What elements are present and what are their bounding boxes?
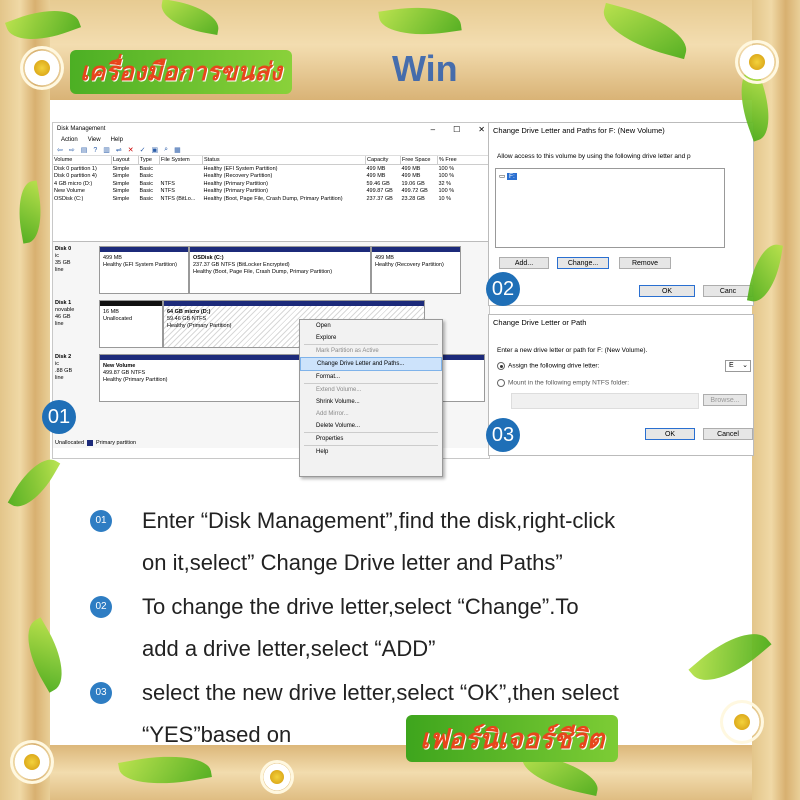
folder-path-input[interactable] [511,393,699,409]
table-row[interactable] [53,173,489,181]
table-cell: 499.87 GB [366,188,393,195]
flower-decoration [720,700,764,744]
disk-type: novable [55,307,75,313]
ok-button[interactable]: OK [645,428,695,440]
disk-name: Disk 1 [55,300,72,306]
disk-status: line [55,321,64,327]
flower-decoration [260,760,294,794]
disk-name: Disk 0 [55,246,72,252]
disk-label [55,246,97,274]
table-cell: Healthy (Primary Partition) [203,188,268,195]
partition-status: Unallocated [103,316,133,322]
table-cell: 499 MB [366,173,386,180]
context-item-add-mirror[interactable]: Add Mirror... [316,411,349,417]
dialog-instruction: Enter a new drive letter or path for F: (New Volume). [497,347,648,354]
table-cell: 4 GB micro (D:) [54,180,93,187]
close-icon[interactable]: ✕ [478,124,485,134]
volume-table-header [53,156,489,165]
bottom-banner: เฟอร์นิเจอร์ชีวิต [406,715,618,762]
table-cell: Basic [139,188,153,195]
context-item-change-drive-letter[interactable]: Change Drive Letter and Paths... [300,357,442,371]
table-row[interactable] [53,180,489,188]
window-title: Disk Management [57,126,106,132]
volume-table [53,156,489,203]
view-icon[interactable]: ▦ [174,147,181,154]
table-row[interactable] [53,165,489,173]
table-row[interactable] [53,188,489,196]
table-cell: 100 % [438,165,455,172]
table-cell: Basic [139,195,153,202]
folder-icon[interactable]: ▣ [151,147,159,154]
table-cell: Simple [112,188,130,195]
partition-status: Healthy (Primary Partition) [103,377,168,383]
disk-label [55,300,97,328]
table-cell: 19.06 GB [401,180,425,187]
column-header[interactable]: Capacity [366,156,401,165]
partition-block[interactable] [189,246,371,294]
menu-bar [53,135,489,145]
forward-icon[interactable]: ⇨ [68,147,75,154]
context-item-mark-active[interactable]: Mark Partition as Active [316,348,379,354]
table-cell: Simple [112,195,130,202]
step-text-line: Enter “Disk Management”,find the disk,right-click [142,508,616,533]
cancel-button[interactable]: Cancel [703,428,753,440]
connect-icon[interactable]: ⇌ [115,147,122,154]
partition-size: 499 MB [375,255,394,261]
column-header[interactable]: Type [139,156,160,165]
step-number-01: 01 [42,400,76,434]
context-item-format[interactable]: Format... [316,374,341,380]
partition-size: 499.87 GB NTFS [103,370,146,376]
step-text-line: on it,select” Change Drive letter and Paths” [142,550,563,575]
table-cell: Basic [139,173,153,180]
partition-size: 59.46 GB NTFS [167,316,207,322]
column-header[interactable]: Status [203,156,366,165]
partition-size: 237.37 GB NTFS (BitLocker Encrypted) [193,262,290,268]
disk-type: ic [55,361,59,367]
menu-help[interactable]: Help [110,137,123,143]
partition-status: Healthy (Boot, Page File, Crash Dump, Primary Partition) [193,269,333,275]
table-row[interactable] [53,195,489,203]
table-cell: 100 % [438,188,455,195]
table-cell: Simple [112,180,130,187]
context-item-delete[interactable]: Delete Volume... [316,423,361,429]
table-cell: Healthy (Boot, Page File, Crash Dump, Primary Partition) [203,195,343,202]
table-cell: Healthy (Recovery Partition) [203,173,273,180]
flower-decoration [735,40,779,84]
radio-mount-label: Mount in the following empty NTFS folder: [508,379,630,387]
partition-block[interactable] [99,246,189,294]
ok-button[interactable]: OK [639,285,695,297]
context-item-explore[interactable]: Explore [316,335,337,341]
column-header[interactable]: % Free [438,156,489,165]
disk-size: 35 GB [55,260,71,266]
table-cell: 499 MB [401,173,421,180]
table-cell: 10 % [438,195,452,202]
context-item-shrink[interactable]: Shrink Volume... [316,399,360,405]
back-icon[interactable]: ⇦ [57,147,63,154]
column-header[interactable]: Free Space [401,156,438,165]
check-icon[interactable]: ✓ [139,147,146,154]
partition-status: Healthy (Recovery Partition) [375,262,444,268]
table-cell: Simple [112,165,130,172]
list-item[interactable] [499,172,517,180]
column-header[interactable]: Layout [112,156,139,165]
dialog-title: Change Drive Letter and Paths for F: (New Volume) [493,126,665,135]
partition-size: 499 MB [103,255,122,261]
table-cell: 499 MB [366,165,386,172]
partition-name: 64 GB micro (D:) [167,309,211,315]
step-badge: 03 [90,682,112,704]
table-cell: 23.28 GB [401,195,425,202]
window-controls [431,125,485,134]
drive-letter-value: E [729,362,734,369]
chevron-down-icon: ⌄ [742,362,748,369]
table-cell: 499 MB [401,165,421,172]
step-text-line: To change the drive letter,select “Change”.To [142,594,579,619]
disk-status: line [55,267,64,273]
table-cell [160,173,203,181]
flower-decoration [20,46,64,90]
disk-size: .88 GB [55,368,73,374]
search-icon[interactable]: ⌕ [164,146,169,153]
step-text-line: select the new drive letter,select “OK”,then select [142,680,619,705]
table-cell: Basic [139,165,153,172]
help-icon[interactable]: ? [93,146,98,154]
content-area [47,100,752,747]
legend-swatch [87,440,93,446]
table-cell: 32 % [438,180,452,187]
remove-button[interactable]: Remove [619,257,671,269]
toolbar [53,145,489,156]
table-cell: 59.46 GB [366,180,390,187]
change-button[interactable]: Change... [557,257,609,269]
disk-size: 46 GB [55,314,71,320]
partition-name: New Volume [103,363,136,369]
dialog-instruction: Allow access to this volume by using the following drive letter and p [497,153,691,160]
radio-assign-label: Assign the following drive letter: [508,362,600,370]
disk-status: line [55,375,64,381]
disk-name: Disk 2 [55,354,72,360]
table-cell: Healthy (EFI System Partition) [203,165,278,172]
partition-status: Healthy (Primary Partition) [167,323,232,329]
table-cell: New Volume [54,188,85,195]
partition-block[interactable] [99,300,163,348]
cancel-button[interactable]: Canc [703,285,753,297]
top-banner: เครื่องมือการขนส่ง [70,50,292,94]
step-number-02: 02 [486,272,520,306]
maximize-icon[interactable]: ☐ [453,124,461,134]
table-cell: Healthy (Primary Partition) [203,180,268,187]
add-button[interactable]: Add... [499,257,549,269]
partition-size: 16 MB [103,309,119,315]
context-item-properties[interactable]: Properties [316,436,344,442]
table-cell: Basic [139,180,153,187]
assign-letter-option[interactable] [497,362,599,370]
step-badge: 01 [90,510,112,532]
table-cell: NTFS (BitLo... [160,195,196,202]
radio-mount[interactable] [497,379,505,387]
partition-status: Healthy (EFI System Partition) [103,262,177,268]
mount-folder-option[interactable] [497,379,629,387]
table-cell: Simple [112,173,130,180]
table-cell: 499.72 GB [401,188,428,195]
change-paths-dialog [488,122,754,306]
partition-name: OSDisk (C:) [193,255,224,261]
step-badge: 02 [90,596,112,618]
column-header[interactable]: Volume [53,156,112,165]
table-cell: 100 % [438,173,455,180]
properties-icon[interactable]: ▤ [80,147,88,154]
browse-button[interactable]: Browse... [703,394,747,406]
table-cell: Disk 0 partition 4) [54,173,97,180]
table-cell: Disk 0 partition 1) [54,165,97,172]
context-item-extend[interactable]: Extend Volume... [316,387,362,393]
step-text-line: add a drive letter,select “ADD” [142,636,436,661]
legend-unallocated: Unallocated [55,440,85,446]
flower-decoration [10,740,54,784]
context-menu [299,319,443,477]
radio-assign[interactable] [497,362,505,370]
drive-letter-select[interactable] [725,360,751,372]
banner-behind-text: Win [392,48,458,89]
table-cell: OSDisk (C:) [54,195,84,202]
step-text-line: “YES”based on [142,722,292,747]
partition-block[interactable] [371,246,461,294]
step-number-03: 03 [486,418,520,452]
table-cell: NTFS [160,180,175,187]
drive-icon: ▭ [499,173,506,180]
window-titlebar [53,123,489,135]
change-letter-dialog [488,314,754,456]
context-item-help[interactable]: Help [316,449,329,455]
list-item-label: F: [508,173,515,180]
disk-type: ic [55,253,59,259]
disk-legend [55,440,136,446]
table-cell: 237.37 GB [366,195,393,202]
column-header[interactable]: File System [160,156,203,165]
drive-letter-list[interactable] [495,168,725,248]
console-icon[interactable]: ▥ [103,147,110,154]
menu-view[interactable]: View [87,137,101,143]
delete-icon[interactable]: ✕ [127,147,134,154]
minimize-icon[interactable]: – [430,124,436,134]
table-cell [160,165,203,173]
menu-action[interactable]: Action [61,137,78,143]
disk-management-window [52,122,490,459]
disk-row-0 [53,246,489,294]
table-cell: NTFS [160,188,175,195]
dialog-title: Change Drive Letter or Path [493,318,587,327]
legend-primary: Primary partition [96,440,137,446]
disk-label [55,354,97,382]
context-item-open[interactable]: Open [316,323,331,329]
